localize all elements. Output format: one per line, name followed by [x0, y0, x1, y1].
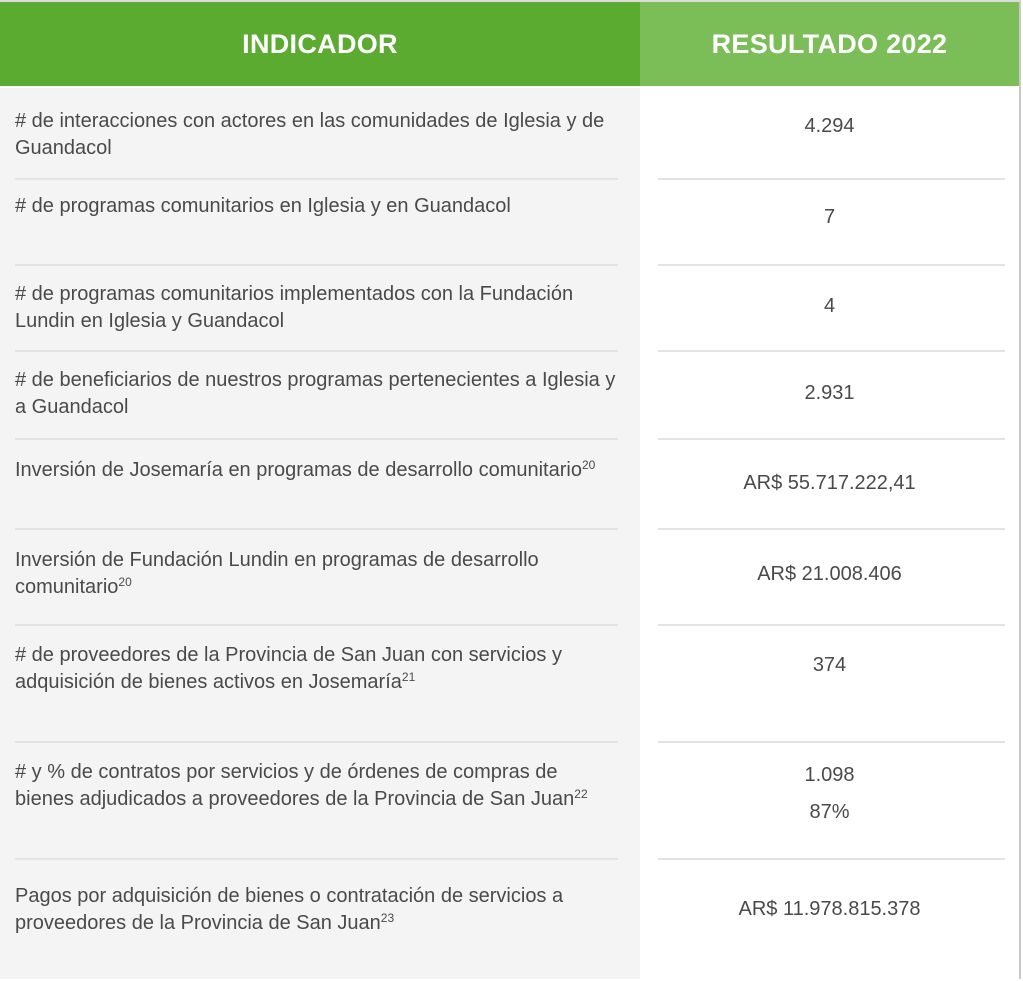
result-cell	[640, 88, 1019, 179]
table-row	[0, 859, 1019, 981]
indicator-cell	[0, 265, 640, 351]
result-value: 2.931	[804, 382, 855, 404]
result-cell	[640, 351, 1019, 439]
result-value: AR$ 11.978.815.378	[738, 898, 921, 920]
table-row	[0, 351, 1019, 439]
result-cell	[640, 265, 1019, 351]
indicator-text: # de programas comunitarios implementados con la Fundación Lundin en Iglesia y Guandacol	[15, 283, 574, 332]
result-percentage: 87%	[809, 801, 850, 823]
indicator-cell	[0, 179, 640, 265]
result-value: 4	[823, 295, 836, 317]
indicator-cell	[0, 625, 640, 742]
indicator-text: # de beneficiarios de nuestros programas pertenecientes a Iglesia y a Guandacol	[15, 369, 616, 418]
table-row	[0, 625, 1019, 742]
result-value: 1.098	[804, 764, 855, 786]
indicator-text: # de programas comunitarios en Iglesia y en Guandacol	[15, 195, 511, 217]
result-value: AR$ 21.008.406	[757, 563, 902, 585]
indicator-text: Inversión de Josemaría en programas de desarrollo comunitario	[15, 459, 582, 481]
indicator-text: Pagos por adquisición de bienes o contratación de servicios a proveedores de la Provincia de San Juan	[15, 885, 564, 934]
result-value: 4.294	[804, 115, 855, 137]
table-row	[0, 529, 1019, 625]
result-cell	[640, 859, 1019, 981]
indicator-cell	[0, 351, 640, 439]
result-value: AR$ 55.717.222,41	[743, 472, 916, 494]
indicator-text: # de interacciones con actores en las comunidades de Iglesia y de Guandacol	[15, 110, 605, 159]
table-row	[0, 742, 1019, 859]
footnote-ref: 22	[574, 787, 588, 801]
table-body	[0, 88, 1019, 979]
footnote-ref: 20	[581, 458, 596, 472]
result-cell	[640, 439, 1019, 529]
result-cell	[640, 529, 1019, 625]
indicator-text: # y % de contratos por servicios y de órdenes de compras de bienes adjudicados a proveedores de la Provincia de San Juan	[15, 761, 575, 810]
result-cell	[640, 179, 1019, 265]
table-row	[0, 179, 1019, 265]
table-row	[0, 439, 1019, 529]
table-row	[0, 88, 1019, 179]
result-cell	[640, 742, 1019, 859]
footnote-ref: 20	[118, 575, 132, 589]
footnote-ref: 21	[401, 670, 416, 684]
indicator-text: # de proveedores de la Provincia de San Juan con servicios y adquisición de bienes activos en Josemaría	[15, 644, 562, 693]
table-row	[0, 265, 1019, 351]
header-indicator: INDICADOR	[0, 2, 640, 86]
indicator-cell	[0, 742, 640, 859]
footnote-ref: 23	[380, 911, 395, 925]
table-header	[0, 2, 1019, 86]
header-result-2022: RESULTADO 2022	[640, 2, 1019, 86]
result-cell	[640, 625, 1019, 742]
indicator-cell	[0, 529, 640, 625]
result-value: 374	[812, 654, 847, 676]
indicator-text: Inversión de Fundación Lundin en programas de desarrollo comunitario	[15, 549, 539, 598]
result-value: 7	[823, 206, 836, 228]
indicator-cell	[0, 859, 640, 981]
indicator-cell	[0, 439, 640, 529]
indicator-cell	[0, 88, 640, 179]
